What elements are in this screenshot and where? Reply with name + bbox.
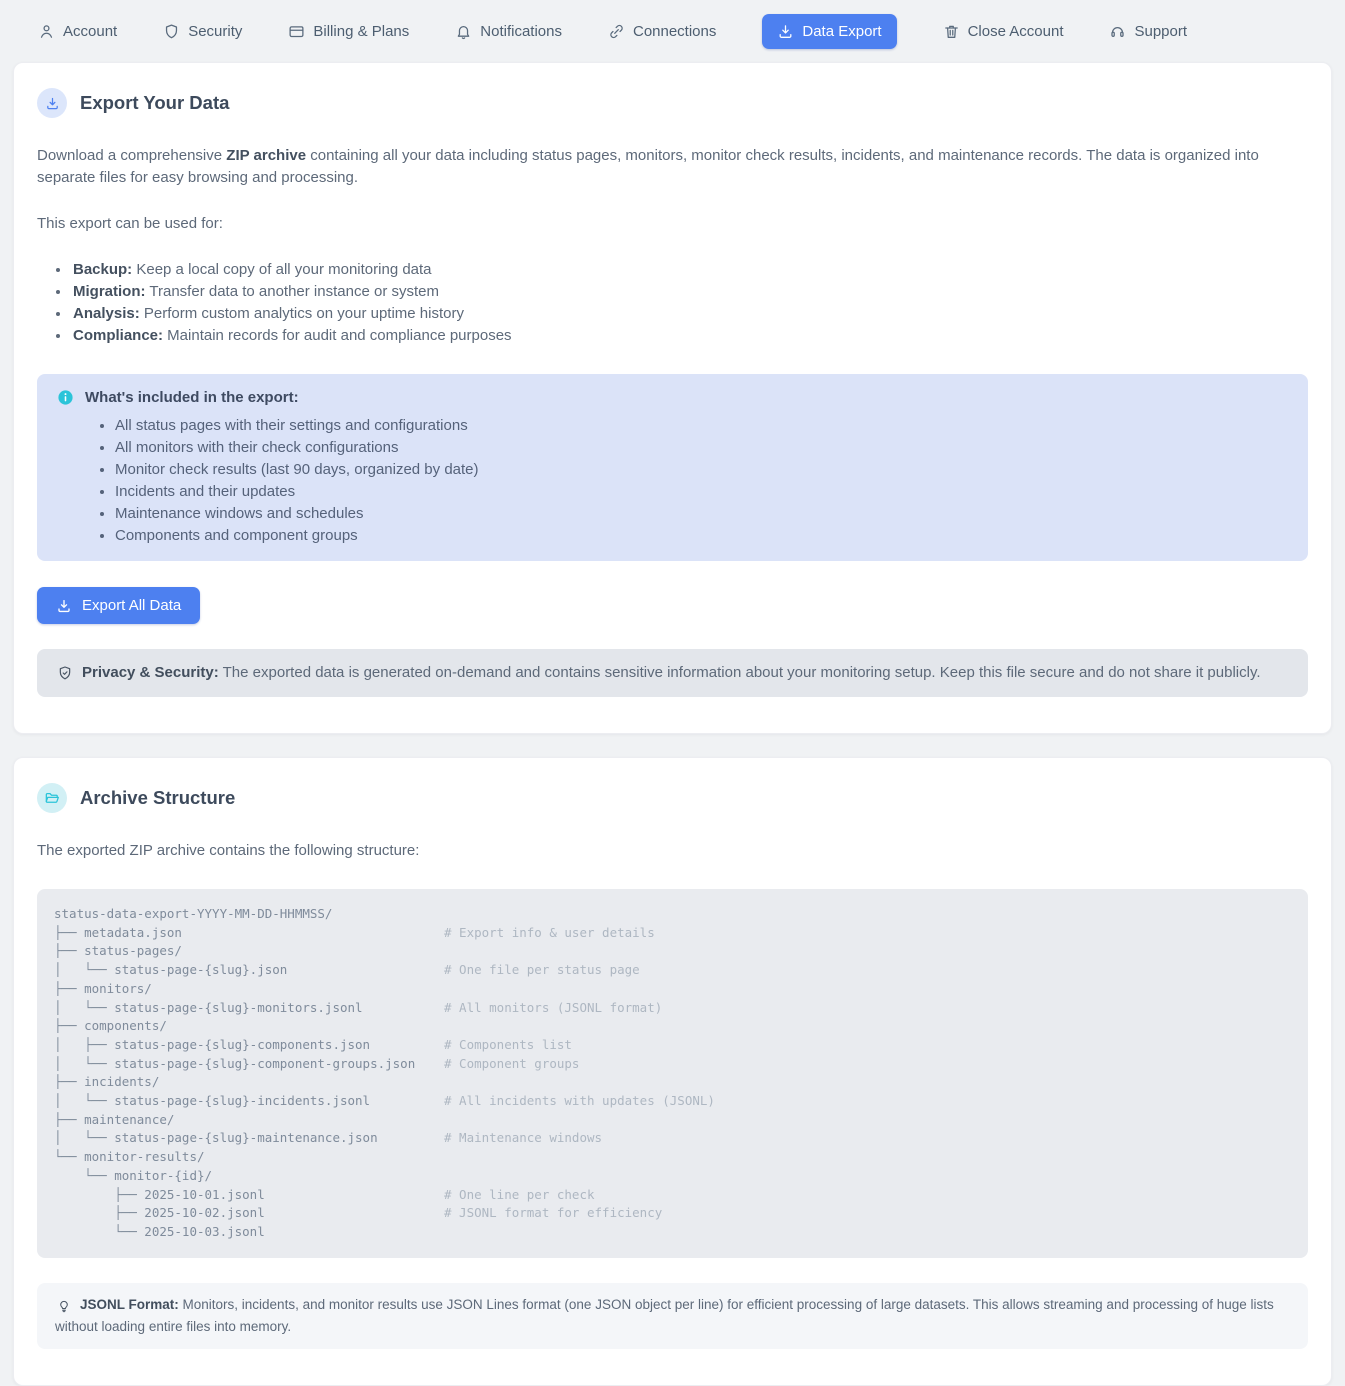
tab-label: Close Account xyxy=(967,22,1064,40)
tree-line: ├── maintenance/ xyxy=(54,1111,175,1127)
tab-notifications[interactable] xyxy=(455,23,562,40)
tab-close-account[interactable] xyxy=(943,23,1064,40)
tab-support[interactable] xyxy=(1109,23,1187,40)
list-item: • All status pages with their settings and configurations xyxy=(115,415,1288,437)
privacy-security-notice: Privacy & Security: The exported data is generated on-demand and contains sensitive information about your monitoring setup. Keep this file secure and do not share it publicly. xyxy=(37,649,1308,697)
info-box-title: What's included in the export: xyxy=(85,389,299,406)
tree-line: │ └── status-page-{slug}-incidents.jsonl # All incidents with updates (JSONL) xyxy=(54,1093,715,1109)
export-button-label: Export All Data xyxy=(82,597,182,614)
tab-label: Notifications xyxy=(480,22,562,40)
list-item: • Monitor check results (last 90 days, organized by date) xyxy=(115,459,1288,481)
export-all-data-button[interactable] xyxy=(37,587,200,624)
download-icon xyxy=(56,598,72,614)
included-list xyxy=(57,415,1288,547)
list-item: • Maintenance windows and schedules xyxy=(115,503,1288,525)
tab-connections[interactable] xyxy=(608,23,716,40)
list-item: • All monitors with their check configurations xyxy=(115,437,1288,459)
use-cases-list xyxy=(37,259,1308,347)
settings-tab-bar xyxy=(0,0,1345,62)
list-item: • Analysis: Perform custom analytics on your uptime history xyxy=(71,303,1308,325)
list-item: • Components and component groups xyxy=(115,525,1288,547)
tree-line: ├── 2025-10-02.jsonl # JSONL format for efficiency xyxy=(54,1205,663,1221)
shield-icon xyxy=(163,23,180,40)
list-item: • Migration: Transfer data to another instance or system xyxy=(71,281,1308,303)
export-data-card xyxy=(13,62,1332,734)
tree-line: ├── incidents/ xyxy=(54,1074,160,1090)
tab-label: Data Export xyxy=(802,22,882,40)
lightbulb-icon xyxy=(57,1299,71,1313)
tab-label: Account xyxy=(63,22,118,40)
jsonl-label: JSONL Format: xyxy=(80,1296,179,1312)
tree-line: │ └── status-page-{slug}-component-groups.json # Component groups xyxy=(54,1055,580,1071)
list-item: • Incidents and their updates xyxy=(115,481,1288,503)
section-title: Archive Structure xyxy=(80,787,236,808)
archive-tree-code-block xyxy=(37,889,1308,1258)
tree-line: └── monitor-results/ xyxy=(54,1149,205,1165)
archive-card-header xyxy=(37,783,1308,813)
tab-security[interactable] xyxy=(163,23,242,40)
tab-label: Billing & Plans xyxy=(313,22,410,40)
download-icon xyxy=(777,23,794,40)
tree-line: status-data-export-YYYY-MM-DD-HHMMSS/ xyxy=(54,906,333,921)
headset-icon xyxy=(1109,23,1126,40)
tree-line: │ └── status-page-{slug}-maintenance.json # Maintenance windows xyxy=(54,1130,603,1146)
tree-line: ├── status-pages/ xyxy=(54,943,182,959)
list-item: • Backup: Keep a local copy of all your monitoring data xyxy=(71,259,1308,281)
use-cases-lead: This export can be used for: xyxy=(37,215,223,232)
trash-icon xyxy=(943,23,960,40)
page-title: Export Your Data xyxy=(80,92,230,113)
list-item: • Compliance: Maintain records for audit and compliance purposes xyxy=(71,325,1308,347)
tab-label: Support xyxy=(1134,22,1188,40)
tab-billing-plans[interactable] xyxy=(288,23,409,40)
archive-structure-card xyxy=(13,757,1332,1386)
tab-account[interactable] xyxy=(38,23,117,40)
export-intro: Download a comprehensive ZIP archive containing all your data including status pages, monitors, monitor check results, incidents, and maintenance records. The data is organized into separate files for easy browsing and processing. xyxy=(37,147,1259,186)
info-icon xyxy=(57,389,74,406)
tab-data-export[interactable] xyxy=(762,14,896,49)
tab-label: Connections xyxy=(632,22,717,40)
tree-line: └── monitor-{id}/ xyxy=(54,1167,213,1183)
folder-icon xyxy=(37,783,67,813)
bell-icon xyxy=(455,23,472,40)
tree-line: │ └── status-page-{slug}.json # One file per status page xyxy=(54,962,640,978)
jsonl-format-note: JSONL Format: Monitors, incidents, and monitor results use JSON Lines format (one JSON object per line) for efficient processing of large datasets. This allows streaming and processing of huge lists without loading entire files into memory. xyxy=(37,1283,1308,1349)
tree-line: ├── metadata.json # Export info & user details xyxy=(54,924,655,940)
whats-included-box xyxy=(37,374,1308,561)
tree-line: │ └── status-page-{slug}-monitors.jsonl # All monitors (JSONL format) xyxy=(54,999,663,1015)
tree-line: ├── components/ xyxy=(54,1018,167,1034)
link-icon xyxy=(608,23,625,40)
credit-card-icon xyxy=(288,23,305,40)
tab-label: Security xyxy=(188,22,243,40)
shield-check-icon xyxy=(57,665,73,681)
tree-line: └── 2025-10-03.jsonl xyxy=(54,1223,265,1239)
privacy-label: Privacy & Security: xyxy=(82,664,219,681)
tree-line: ├── monitors/ xyxy=(54,980,152,996)
tree-line: │ ├── status-page-{slug}-components.json # Components list xyxy=(54,1036,572,1052)
export-card-header xyxy=(37,88,1308,118)
download-icon xyxy=(37,88,67,118)
user-icon xyxy=(38,23,55,40)
archive-lead: The exported ZIP archive contains the following structure: xyxy=(37,842,420,859)
tree-line: ├── 2025-10-01.jsonl # One line per check xyxy=(54,1186,595,1202)
